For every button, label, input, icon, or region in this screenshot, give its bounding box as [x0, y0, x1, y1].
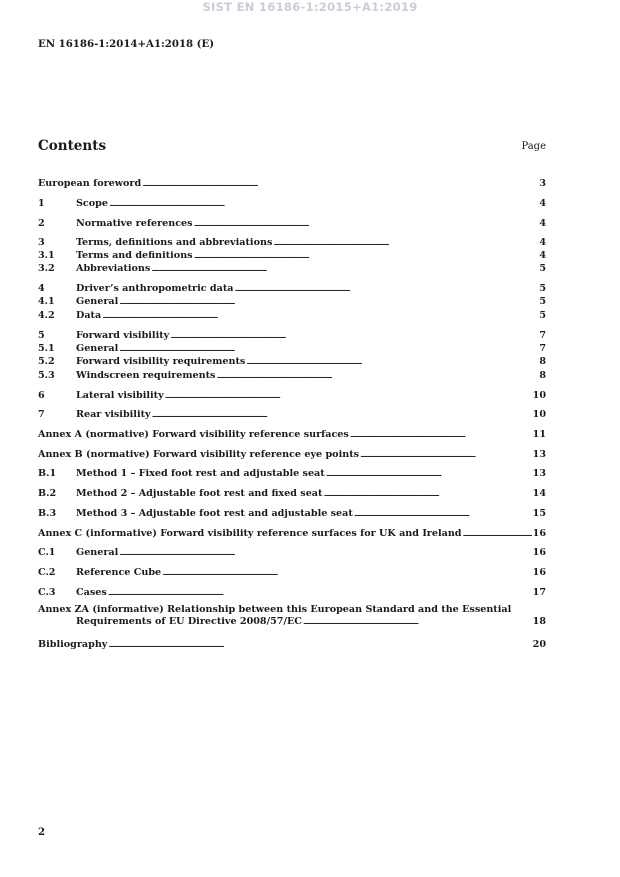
toc-entry-page: 8: [539, 370, 546, 381]
toc-entry-page: 16: [532, 528, 546, 539]
toc-entry[interactable]: [38, 468, 546, 480]
toc-entry-title: Lateral visibility: [76, 390, 164, 401]
toc-entry[interactable]: [38, 508, 546, 520]
toc-entry[interactable]: [38, 449, 546, 461]
toc-entry[interactable]: [38, 587, 546, 599]
toc-entry[interactable]: [38, 528, 546, 540]
toc-entry-page: 13: [532, 449, 546, 460]
toc-dot-leader: [303, 616, 532, 628]
toc-entry-number: 2: [38, 218, 45, 229]
toc-entry-page: 5: [539, 283, 546, 294]
toc-entry-page: 13: [532, 468, 546, 479]
toc-entry[interactable]: [38, 237, 546, 249]
toc-entry-page: 10: [532, 409, 546, 420]
toc-dot-leader: [119, 547, 531, 559]
toc-entry-page: 20: [532, 639, 546, 650]
toc-dot-leader: [170, 330, 535, 342]
toc-entry-title: General: [76, 343, 119, 354]
toc-entry-number: C.3: [38, 587, 56, 598]
toc-entry-number: 5.1: [38, 343, 55, 354]
toc-entry-number: 5.3: [38, 370, 55, 381]
toc-dot-leader: [463, 528, 532, 540]
toc-entry-title: Normative references: [76, 218, 193, 229]
toc-entry[interactable]: [38, 567, 546, 579]
toc-entry[interactable]: [38, 409, 546, 421]
toc-entry-page: 4: [539, 218, 546, 229]
toc-entry-number: 3: [38, 237, 45, 248]
toc-entry-title: Annex C (informative) Forward visibility reference surfaces for UK and Ireland: [38, 528, 462, 539]
toc-entry-title: Method 3 – Adjustable foot rest and adjustable seat: [76, 508, 353, 519]
toc-entry-page: 5: [539, 263, 546, 274]
toc-dot-leader: [194, 218, 535, 230]
toc-entry-page: 18: [532, 616, 546, 627]
toc-dot-leader: [246, 356, 535, 368]
toc-entry-page: 4: [539, 250, 546, 261]
toc-entry-number: B.1: [38, 468, 57, 479]
toc-entry-title: Requirements of EU Directive 2008/57/EC: [76, 616, 302, 627]
toc-entry-number: C.2: [38, 567, 56, 578]
toc-dot-leader: [216, 370, 535, 382]
toc-entry-number: B.3: [38, 508, 57, 519]
toc-entry-page: 8: [539, 356, 546, 367]
toc-entry-number: 4: [38, 283, 45, 294]
toc-entry-title: Rear visibility: [76, 409, 151, 420]
toc-entry-page: 7: [539, 330, 546, 341]
toc-entry[interactable]: [38, 330, 546, 342]
toc-entry-title: Bibliography: [38, 639, 108, 650]
toc-entry-title: Method 1 – Fixed foot rest and adjustable seat: [76, 468, 325, 479]
toc-entry-title: Method 2 – Adjustable foot rest and fixed seat: [76, 488, 323, 499]
document-id: EN 16186-1:2014+A1:2018 (E): [38, 38, 215, 50]
toc-entry-title: Windscreen requirements: [76, 370, 216, 381]
toc-entry-title: Terms, definitions and abbreviations: [76, 237, 273, 248]
toc-dot-leader: [142, 178, 535, 190]
toc-entry[interactable]: [38, 310, 546, 322]
toc-entry-number: 1: [38, 198, 45, 209]
toc-entry[interactable]: [38, 283, 546, 295]
toc-entry-page: 10: [532, 390, 546, 401]
toc-dot-leader: [234, 283, 535, 295]
toc-dot-leader: [102, 310, 535, 322]
toc-entry[interactable]: [38, 356, 546, 368]
toc-dot-leader: [354, 508, 532, 520]
toc-entry-page: 4: [539, 237, 546, 248]
toc-dot-leader: [194, 250, 535, 262]
toc-entry-title: Annex B (normative) Forward visibility reference eye points: [38, 449, 360, 460]
toc-entry-title: General: [76, 547, 119, 558]
toc-dot-leader: [151, 263, 535, 275]
toc-entry[interactable]: [38, 296, 546, 308]
toc-entry[interactable]: [38, 547, 546, 559]
toc-dot-leader: [108, 587, 532, 599]
toc-entry-page: 3: [539, 178, 546, 189]
toc-entry[interactable]: [38, 488, 546, 500]
toc-entry-page: 4: [539, 198, 546, 209]
toc-entry-page: 14: [532, 488, 546, 499]
toc-entry-number: 3.1: [38, 250, 55, 261]
toc-entry-title: Reference Cube: [76, 567, 162, 578]
toc-entry-title: General: [76, 296, 119, 307]
toc-dot-leader: [119, 343, 535, 355]
toc-entry-page: 5: [539, 296, 546, 307]
toc-dot-leader: [108, 639, 531, 651]
toc-entry-title: Data: [76, 310, 102, 321]
toc-dot-leader: [350, 429, 532, 441]
toc-entry-title: Cases: [76, 587, 107, 598]
page-number: 2: [38, 826, 46, 838]
toc-entry-title: Driver’s anthropometric data: [76, 283, 234, 294]
toc-entry-number: 5.2: [38, 356, 55, 367]
toc-entry-number: 5: [38, 330, 45, 341]
toc-entry[interactable]: [38, 198, 546, 210]
toc-entry-title: Forward visibility requirements: [76, 356, 246, 367]
toc-dot-leader: [119, 296, 535, 308]
toc-entry[interactable]: [38, 250, 546, 262]
toc-entry[interactable]: [38, 429, 546, 441]
toc-entry-number: 4.1: [38, 296, 55, 307]
toc-entry-page: 16: [532, 547, 546, 558]
toc-entry-page: 17: [532, 587, 546, 598]
toc-entry-title: Scope: [76, 198, 108, 209]
toc-dot-leader: [326, 468, 532, 480]
toc-entry-title: Forward visibility: [76, 330, 170, 341]
toc-dot-leader: [109, 198, 535, 210]
toc-entry-title-line1: Annex ZA (informative) Relationship between this European Standard and the Essential: [38, 604, 512, 615]
toc-entry[interactable]: [38, 178, 546, 190]
toc-entry-number: 4.2: [38, 310, 55, 321]
toc-entry-page: 5: [539, 310, 546, 321]
toc-entry-title: Abbreviations: [76, 263, 151, 274]
toc-entry-title: Annex A (normative) Forward visibility reference surfaces: [38, 429, 349, 440]
toc-entry[interactable]: [38, 639, 546, 651]
toc-entry[interactable]: [38, 390, 546, 402]
toc-dot-leader: [323, 488, 531, 500]
toc-entry[interactable]: [38, 343, 546, 355]
toc-entry-title: European foreword: [38, 178, 142, 189]
toc-dot-leader: [273, 237, 535, 249]
toc-dot-leader: [165, 390, 532, 402]
toc-entry[interactable]: [38, 218, 546, 230]
watermark: SIST EN 16186-1:2015+A1:2019: [202, 0, 418, 14]
toc-entry-page: 11: [532, 429, 546, 440]
contents-title: Contents: [38, 138, 107, 154]
toc-dot-leader: [152, 409, 532, 421]
toc-dot-leader: [360, 449, 532, 461]
toc-entry-number: C.1: [38, 547, 56, 558]
toc-entry[interactable]: [38, 604, 546, 628]
toc-entry-number: B.2: [38, 488, 57, 499]
toc-entry[interactable]: [38, 263, 546, 275]
toc-entry-page: 7: [539, 343, 546, 354]
toc-entry-number: 3.2: [38, 263, 55, 274]
toc-entry-number: 7: [38, 409, 45, 420]
page-column-label: Page: [521, 141, 546, 152]
toc-dot-leader: [162, 567, 531, 579]
toc-entry-page: 15: [532, 508, 546, 519]
toc-entry-number: 6: [38, 390, 45, 401]
toc-entry-page: 16: [532, 567, 546, 578]
toc-entry[interactable]: [38, 370, 546, 382]
toc-entry-title: Terms and definitions: [76, 250, 193, 261]
